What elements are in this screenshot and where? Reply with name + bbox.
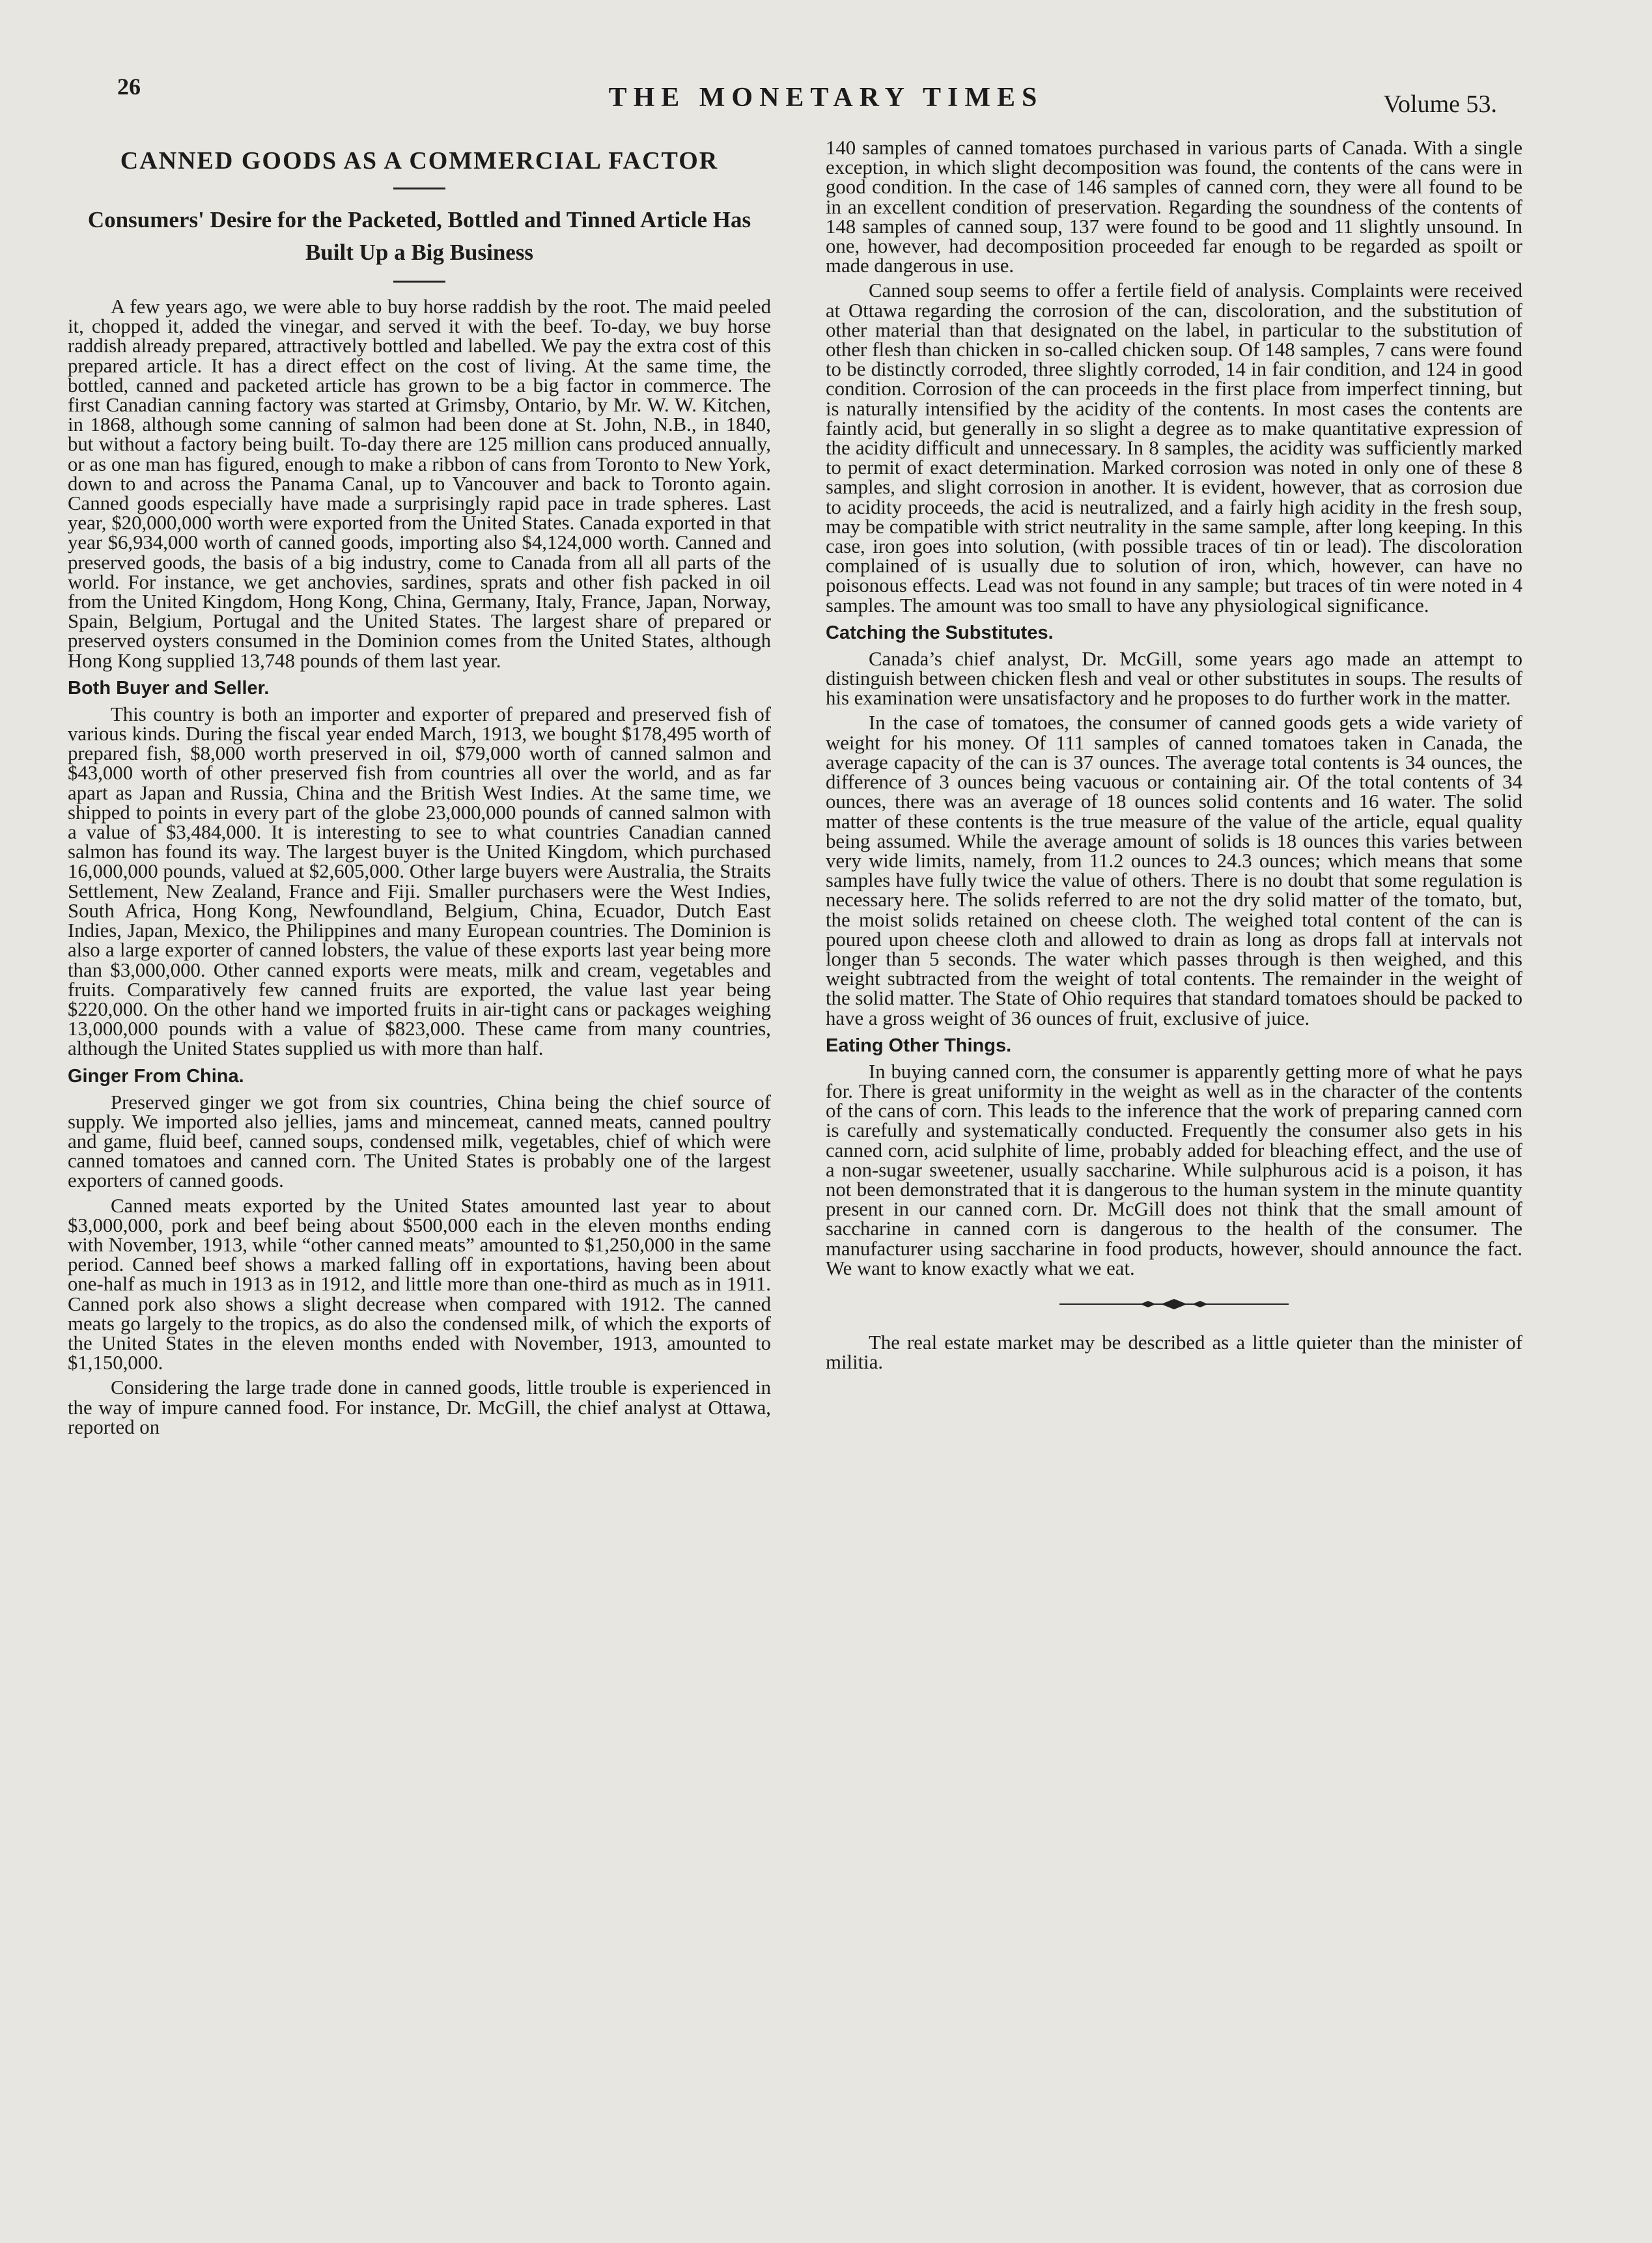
article-title: CANNED GOODS AS A COMMERCIAL FACTOR xyxy=(120,147,719,174)
paragraph: In buying canned corn, the consumer is apparently getting more of what he pays for. There is great uniformity in the weight as well as in the character of the contents of the cans of corn. This leads to the inference that the work of preparing canned corn is carefully and systematically conducted. Frequently the consumer also gets in his canned corn, acid sulphite of lime, probably added for bleaching effect, and the use of a non-sugar sweetener, usually saccharine. While sulphurous acid is a poison, it has not been demonstrated that it is dangerous to the human system in the minute quantity present in our canned corn. Dr. McGill does not think that the small amount of saccharine in canned corn is dangerous to the health of the consumer. The manufacturer using saccharine in food products, however, should announce the fact. We want to know exactly what we eat. xyxy=(826,1060,1522,1279)
left-column xyxy=(68,138,771,1442)
article-deck: Consumers' Desire for the Packeted, Bottled and Tinned Article Has Built Up a Big Business xyxy=(87,207,751,265)
deck-rule xyxy=(393,281,445,283)
paragraph: Canada’s chief analyst, Dr. McGill, some years ago made an attempt to distinguish between chicken flesh and veal or other substitutes in soups. The results of his examination were unsatisfactory and he proposes to do further work in the matter. xyxy=(826,647,1522,710)
paragraph: Canned soup seems to offer a fertile field of analysis. Complaints were received at Ottawa regarding the corrosion of the can, discoloration, and the substitution of other material than that designated on the label, in particular to the substitution of other flesh than chicken in so-called chicken soup. Of 148 samples, 7 cans were found to be distinctly corroded, three slightly corroded, 14 in fair condition, and 124 in good condition. Corrosion of the can proceeds in the first place from imperfect tinning, but is naturally intensified by the acidity of the contents. In most cases the contents are faintly acid, but generally in so slight a degree as to make quantitative expression of the acidity difficult and unnecessary. In 8 samples, the acidity was sufficiently marked to permit of exact determination. Marked corrosion was noted in only one of these 8 samples, and slight corrosion in another. It is evident, however, that as corrosion due to acidity proceeds, the acid is neutralized, and a fairly high acidity in the fresh soup, may be compatible with strict neutrality in the same sample, after long keeping. In this case, iron goes into solution, (with possible traces of tin or lead). The discoloration complained of is usually due to solution of iron, which, however, can have no poisonous effects. Lead was not found in any sample; but traces of tin were noted in 4 samples. The amount was too small to have any physiological significance. xyxy=(826,279,1522,617)
title-rule xyxy=(393,188,445,189)
subheading-catching-the-substitutes: Catching the Substitutes. xyxy=(826,622,1054,643)
right-column xyxy=(826,138,1522,1377)
subheading-eating-other-things: Eating Other Things. xyxy=(826,1035,1012,1056)
paragraph: Considering the large trade done in canned goods, little trouble is experienced in the way of impure canned food. For instance, Dr. McGill, the chief analyst at Ottawa, reported on xyxy=(68,1376,771,1438)
paragraph: This country is both an importer and exporter of prepared and preserved fish of various kinds. During the fiscal year ended March, 1913, we bought $178,495 worth of prepared fish, $8,000 worth preserved in oil, $79,000 worth of canned salmon and $43,000 worth of other preserved fish from countries all over the world, and as far apart as Japan and Russia, China and the British West Indies. At the same time, we shipped to points in every part of the globe 23,000,000 pounds of canned salmon with a value of $3,484,000. It is interesting to see to what countries Canadian canned salmon has found its way. The largest buyer is the United Kingdom, which purchased 16,000,000 pounds, valued at $2,605,000. Other large buyers were Australia, the Straits Settlement, New Zealand, France and Fiji. Smaller purchasers were the West Indies, South Africa, Hong Kong, Newfoundland, Belgium, China, Ecuador, Dutch East Indies, Japan, Mexico, the Philippines and many European countries. The Dominion is also a large exporter of canned lobsters, the value of these exports last year being more than $3,000,000. Other canned exports were meats, milk and cream, vegetables and fruits. Comparatively few canned fruits are exported, the value last year being $220,000. On the other hand we imported fruits in air-tight cans or packages weighing 13,000,000 pounds with a value of $823,000. These came from many countries, although the United States supplied us with more than half. xyxy=(68,703,771,1060)
journal-title: THE MONETARY TIMES xyxy=(608,83,1044,113)
intro-paragraph: A few years ago, we were able to buy horse raddish by the root. The maid peeled it, chopped it, added the vinegar, and served it with the beef. To-day, we buy horse raddish already prepared, attractively bottled and labelled. We pay the extra cost of this prepared article. It has a direct effect on the cost of living. At the same time, the bottled, canned and packeted article has grown to be a big factor in commerce. The first Canadian canning factory was started at Grimsby, Ontario, by Mr. W. W. Kitchen, in 1868, although some canning of salmon had been done at St. John, N.B., in 1840, but without a factory being built. To-day there are 125 million cans produced annually, or as one man has figured, enough to make a ribbon of cans from Toronto to New York, down to and across the Panama Canal, up to Vancouver and back to Toronto again. Canned goods especially have made a surprisingly rapid pace in trade spheres. Last year, $20,000,000 worth were exported from the United States. Canada exported in that year $6,934,000 worth of canned goods, importing also $4,124,000 worth. Canned and preserved goods, the basis of a big industry, come to Canada from all all parts of the world. For instance, we get anchovies, sardines, sprats and other fish packed in oil from the United Kingdom, Hong Kong, China, Germany, Italy, France, Japan, Norway, Spain, Belgium, Portugal and the United States. The largest share of prepared or preserved oysters consumed in the Dominion comes from the United States, although Hong Kong supplied 13,748 pounds of them last year. xyxy=(68,296,771,672)
subheading-ginger-from-china: Ginger From China. xyxy=(68,1065,244,1087)
volume-label: Volume 53. xyxy=(1383,91,1497,118)
filler-note: The real estate market may be described as a little quieter than the minister of militia. xyxy=(826,1331,1522,1374)
paragraph: In the case of tomatoes, the consumer of canned goods gets a wide variety of weight for his money. Of 111 samples of canned tomatoes taken in Canada, the average capacity of the can is 37 ounces. The average total contents is 34 ounces, the difference of 3 ounces being vacuous or containing air. Of the total contents of 34 ounces, there was an average of 18 ounces solid contents and 16 water. The solid matter of these contents is the true measure of the value of the article, equal quality being assumed. While the average amount of solids is 18 ounces this varies between very wide limits, namely, from 11.2 ounces to 24.3 ounces; which means that some samples have fully twice the value of others. There is no doubt that some regulation is necessary here. The solids referred to are not the dry solid matter of the tomato, but, the moist solids retained on cheese cloth. The weighed total content of the can is poured upon cheese cloth and allowed to drain as long as drops fall at intervals not longer than 5 seconds. The water which passes through is then weighed, and this weight subtracted from the weight of total contents. The remainder in the weight of the solid matter. The State of Ohio requires that standard tomatoes should be packed to have a gross weight of 36 ounces of fruit, exclusive of juice. xyxy=(826,712,1522,1029)
page-number: 26 xyxy=(117,74,141,100)
paragraph: Canned meats exported by the United States amounted last year to about $3,000,000, pork and beef being about $500,000 each in the eleven months ending with November, 1913, while “other canned meats” amounted to $1,250,000 in the same period. Canned beef shows a marked falling off in exportations, having been about one-half as much in 1913 as in 1912, and little more than one-third as much as in 1911. Canned pork also shows a slight decrease when compared with 1912. The canned meats go largely to the tropics, as do also the condensed milk, of which the exports of the United States in the eleven months ended with November, 1913, amounted to $1,150,000. xyxy=(68,1194,771,1374)
ornament-divider-icon xyxy=(1057,1296,1291,1312)
subheading-both-buyer-and-seller: Both Buyer and Seller. xyxy=(68,677,270,699)
continued-paragraph: 140 samples of canned tomatoes purchased in various parts of Canada. With a single exception, in which slight decomposition was found, the contents of the cans were in good condition. In the case of 146 samples of canned corn, they were all found to be in an excellent condition of preservation. Regarding the soundness of the contents of 148 samples of canned soup, 137 were found to be good and 11 slightly unsound. In one, however, had decomposition proceeded far enough to be regarded as spoilt or made dangerous in use. xyxy=(826,137,1522,277)
running-header xyxy=(0,73,1652,125)
paragraph: Preserved ginger we got from six countries, China being the chief source of supply. We imported also jellies, jams and mincemeat, canned meats, canned poultry and game, fluid beef, canned soups, condensed milk, vegetables, chief of which were canned tomatoes and canned corn. The United States is probably one of the largest exporters of canned goods. xyxy=(68,1091,771,1192)
